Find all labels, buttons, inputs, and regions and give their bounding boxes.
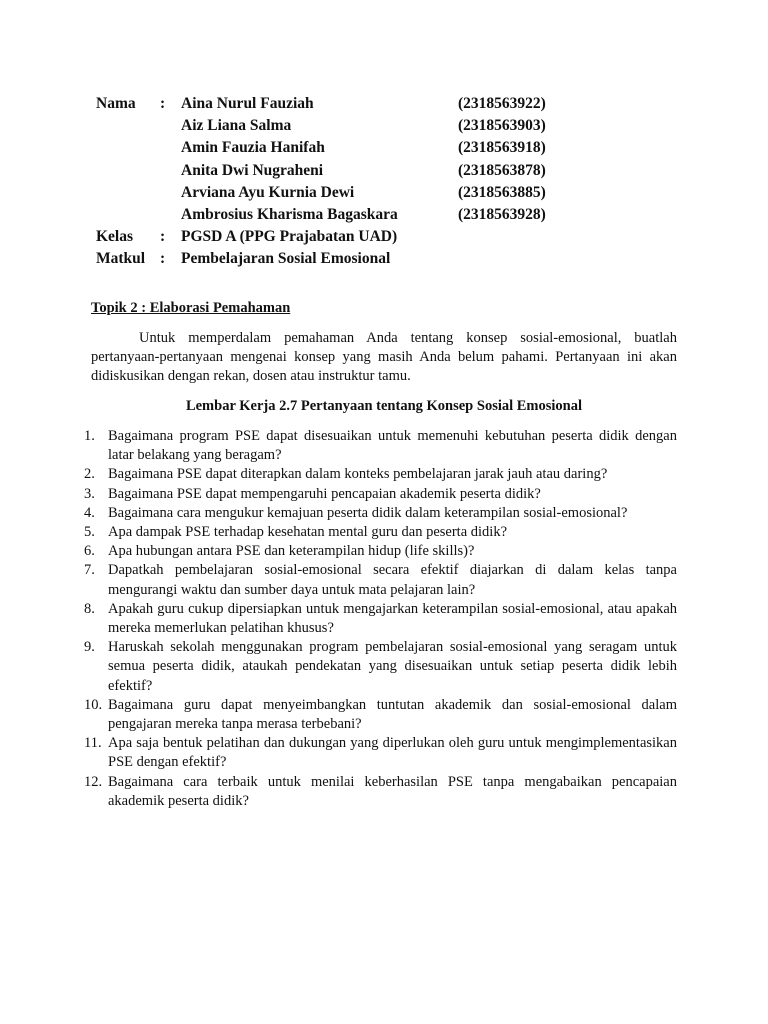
kelas-value: PGSD A (PPG Prajabatan UAD): [181, 228, 398, 246]
question-item: [84, 773, 677, 811]
intro-paragraph: Untuk memperdalam pemahaman Anda tentang konsep sosial-emosional, buatlah pertanyaan-pertanyaan mengenai konsep yang masih Anda belum pahami. Pertanyaan ini akan didiskusikan dengan rekan, dosen atau instruktur tamu.: [91, 330, 677, 385]
member-nim: (2318563922): [458, 95, 546, 112]
question-text: Bagaimana PSE dapat diterapkan dalam konteks pembelajaran jarak jauh atau daring?: [108, 466, 608, 483]
question-text: Apa saja bentuk pelatihan dan dukungan yang diperlukan oleh guru untuk mengimplementasikan PSE dengan efektif?: [108, 735, 677, 771]
member-nim: (2318563878): [458, 161, 546, 179]
question-number: 2.: [84, 466, 95, 483]
member-name: Anita Dwi Nugraheni: [181, 161, 324, 179]
question-number: 8.: [84, 600, 95, 617]
kelas-label: Kelas: [96, 228, 134, 246]
question-text: Apa dampak PSE terhadap kesehatan mental guru dan peserta didik?: [108, 524, 508, 541]
question-text: Apa hubungan antara PSE dan keterampilan hidup (life skills)?: [108, 543, 475, 560]
question-number: 5.: [84, 524, 95, 541]
member-name: Ambrosius Kharisma Bagaskara: [181, 205, 398, 223]
member-name: Amin Fauzia Hanifah: [181, 139, 325, 157]
question-item: [84, 638, 677, 696]
question-item: [84, 600, 677, 638]
matkul-value: Pembelajaran Sosial Emosional: [181, 250, 391, 268]
question-number: 9.: [84, 639, 95, 656]
member-name: Aina Nurul Fauziah: [181, 95, 314, 112]
question-number: 4.: [84, 504, 95, 521]
question-item: [84, 696, 677, 734]
question-text: Haruskah sekolah menggunakan program pembelajaran sosial-emosional yang seragam untuk semua peserta didik, ataukah pendekatan yang disesuaikan untuk setiap peserta didik lebih efektif?: [108, 639, 677, 694]
question-text: Bagaimana cara mengukur kemajuan peserta didik dalam keterampilan sosial-emosional?: [108, 504, 628, 521]
question-item: [84, 485, 677, 504]
question-number: 7.: [84, 562, 95, 579]
question-text: Dapatkah pembelajaran sosial-emosional secara efektif diajarkan di dalam kelas tanpa mengurangi waktu dan sumber daya untuk mata pelajaran lain?: [108, 562, 677, 598]
question-item: [84, 523, 677, 542]
question-number: 10.: [84, 696, 103, 713]
kelas-colon: :: [160, 228, 166, 246]
member-nim: (2318563918): [458, 139, 546, 157]
question-item: [84, 734, 677, 772]
question-number: 6.: [84, 543, 95, 560]
question-list: [84, 427, 677, 811]
matkul-label: Matkul: [96, 250, 146, 268]
question-item: [84, 561, 677, 599]
topic-heading: Topik 2 : Elaborasi Pemahaman: [91, 300, 291, 316]
question-text: Bagaimana cara terbaik untuk menilai keberhasilan PSE tanpa mengabaikan pencapaian akademik peserta didik?: [108, 773, 677, 809]
question-item: [84, 542, 677, 561]
member-nim: (2318563885): [458, 183, 546, 201]
matkul-colon: :: [160, 250, 166, 268]
worksheet-title: Lembar Kerja 2.7 Pertanyaan tentang Konsep Sosial Emosional: [185, 398, 583, 414]
nama-label: Nama: [96, 95, 136, 112]
question-item: [84, 427, 677, 465]
member-name: Arviana Ayu Kurnia Dewi: [181, 183, 355, 201]
member-name: Aiz Liana Salma: [181, 117, 292, 135]
member-nim: (2318563903): [458, 117, 546, 135]
question-number: 11.: [84, 735, 102, 752]
question-text: Bagaimana guru dapat menyeimbangkan tuntutan akademik dan sosial-emosional dalam pengajaran mereka tanpa merasa terbebani?: [108, 696, 677, 733]
question-item: [84, 465, 677, 484]
nama-colon: :: [160, 95, 166, 112]
question-text: Bagaimana PSE dapat mempengaruhi pencapaian akademik peserta didik?: [108, 485, 541, 502]
question-number: 12.: [84, 773, 103, 790]
member-nim: (2318563928): [458, 205, 546, 223]
question-number: 1.: [84, 428, 95, 444]
question-text: Bagaimana program PSE dapat disesuaikan untuk memenuhi kebutuhan peserta didik dengan latar belakang yang beragam?: [108, 428, 677, 464]
question-item: [84, 504, 677, 523]
question-number: 3.: [84, 485, 95, 502]
question-text: Apakah guru cukup dipersiapkan untuk mengajarkan keterampilan sosial-emosional, atau apakah mereka memerlukan pelatihan khusus?: [108, 600, 677, 637]
